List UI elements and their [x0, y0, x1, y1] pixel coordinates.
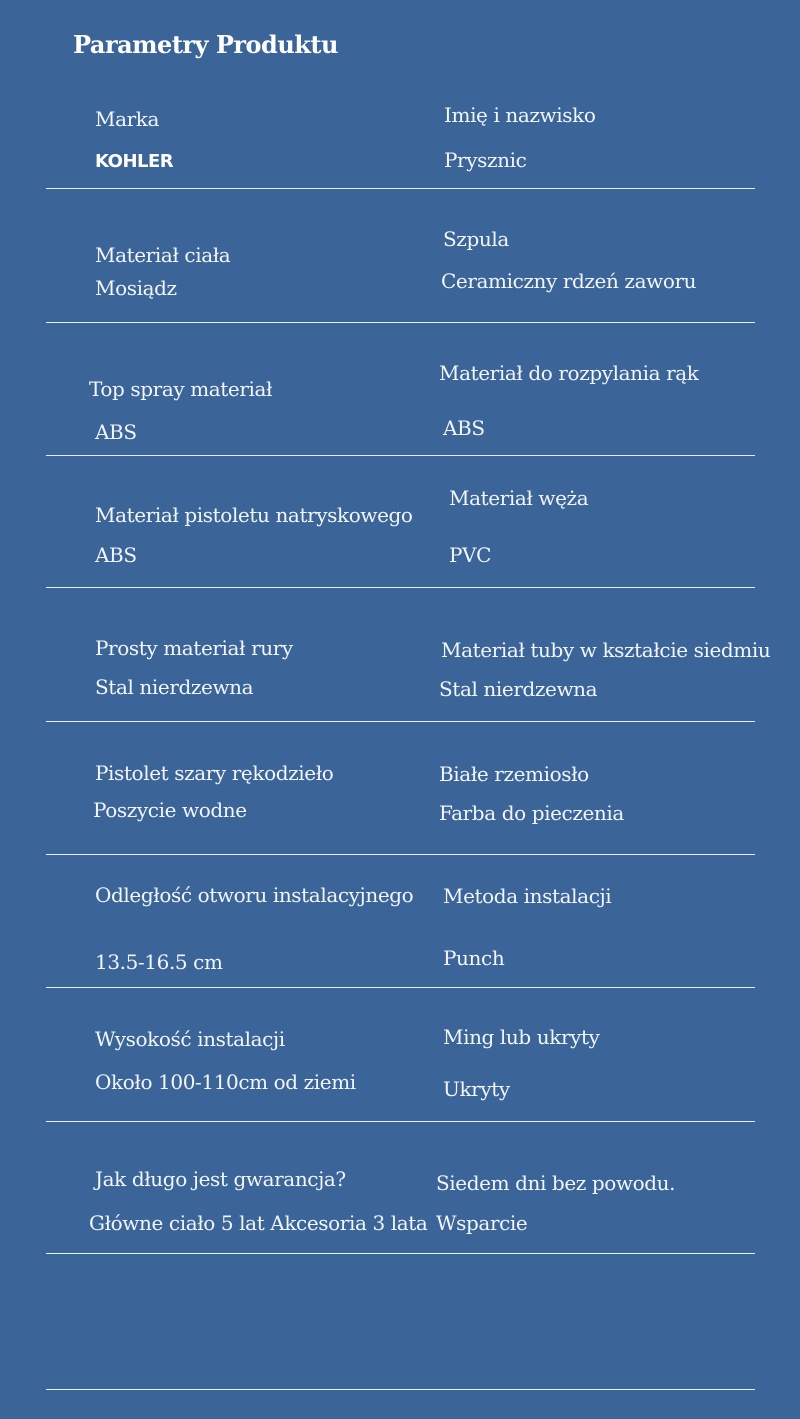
- param-value-hose-material: PVC: [449, 543, 492, 567]
- param-label-warranty: Jak długo jest gwarancja?: [95, 1167, 346, 1191]
- row-divider: [46, 587, 755, 588]
- brand-logo: KOHLER: [95, 151, 174, 172]
- param-value-gun-material: ABS: [95, 543, 137, 567]
- param-label-exposed-hidden: Ming lub ukryty: [443, 1025, 600, 1049]
- param-label-hole-distance: Odległość otworu instalacyjnego: [95, 883, 414, 907]
- param-label-hose-material: Materiał węża: [449, 486, 589, 510]
- row-divider: [46, 1389, 755, 1390]
- param-label-body-material: Materiał ciała: [95, 243, 231, 267]
- param-label-name: Imię i nazwisko: [444, 103, 596, 127]
- param-label-brand: Marka: [95, 107, 160, 131]
- param-label-top-spray: Top spray materiał: [89, 377, 273, 401]
- row-divider: [46, 854, 755, 855]
- param-label-seven-tube: Materiał tuby w kształcie siedmiu: [441, 638, 771, 662]
- param-label-straight-pipe: Prosty materiał rury: [95, 636, 293, 660]
- param-value-seven-tube: Stal nierdzewna: [439, 677, 598, 701]
- row-divider: [46, 1121, 755, 1122]
- param-label-hand-spray: Materiał do rozpylania rąk: [439, 361, 699, 385]
- param-label-install-method: Metoda instalacji: [443, 884, 612, 908]
- param-value-hand-spray: ABS: [443, 416, 485, 440]
- param-label-spool: Szpula: [443, 227, 509, 251]
- row-divider: [46, 721, 755, 722]
- param-label-gun-material: Materiał pistoletu natryskowego: [95, 503, 413, 527]
- param-value-name: Prysznic: [444, 148, 527, 172]
- param-label-install-height: Wysokość instalacji: [95, 1027, 285, 1051]
- param-value-body-material: Mosiądz: [95, 276, 177, 300]
- param-value-install-height: Około 100-110cm od ziemi: [95, 1070, 356, 1094]
- row-divider: [46, 987, 755, 988]
- param-value-return-policy: Wsparcie: [436, 1211, 528, 1235]
- param-value-exposed-hidden: Ukryty: [443, 1077, 510, 1101]
- row-divider: [46, 455, 755, 456]
- param-value-gun-craft: Poszycie wodne: [93, 798, 247, 822]
- param-value-spool: Ceramiczny rdzeń zaworu: [441, 269, 697, 293]
- row-divider: [46, 1253, 755, 1254]
- param-value-white-craft: Farba do pieczenia: [439, 801, 624, 825]
- param-value-top-spray: ABS: [95, 420, 137, 444]
- param-value-straight-pipe: Stal nierdzewna: [95, 675, 254, 699]
- row-divider: [46, 188, 755, 189]
- param-value-install-method: Punch: [443, 946, 505, 970]
- param-label-gun-craft: Pistolet szary rękodzieło: [95, 761, 334, 785]
- param-label-return-policy: Siedem dni bez powodu.: [436, 1171, 676, 1195]
- param-value-warranty: Główne ciało 5 lat Akcesoria 3 lata: [89, 1211, 428, 1235]
- row-divider: [46, 322, 755, 323]
- param-label-white-craft: Białe rzemiosło: [439, 762, 589, 786]
- page-title: Parametry Produktu: [73, 30, 338, 59]
- param-value-hole-distance: 13.5-16.5 cm: [95, 950, 223, 974]
